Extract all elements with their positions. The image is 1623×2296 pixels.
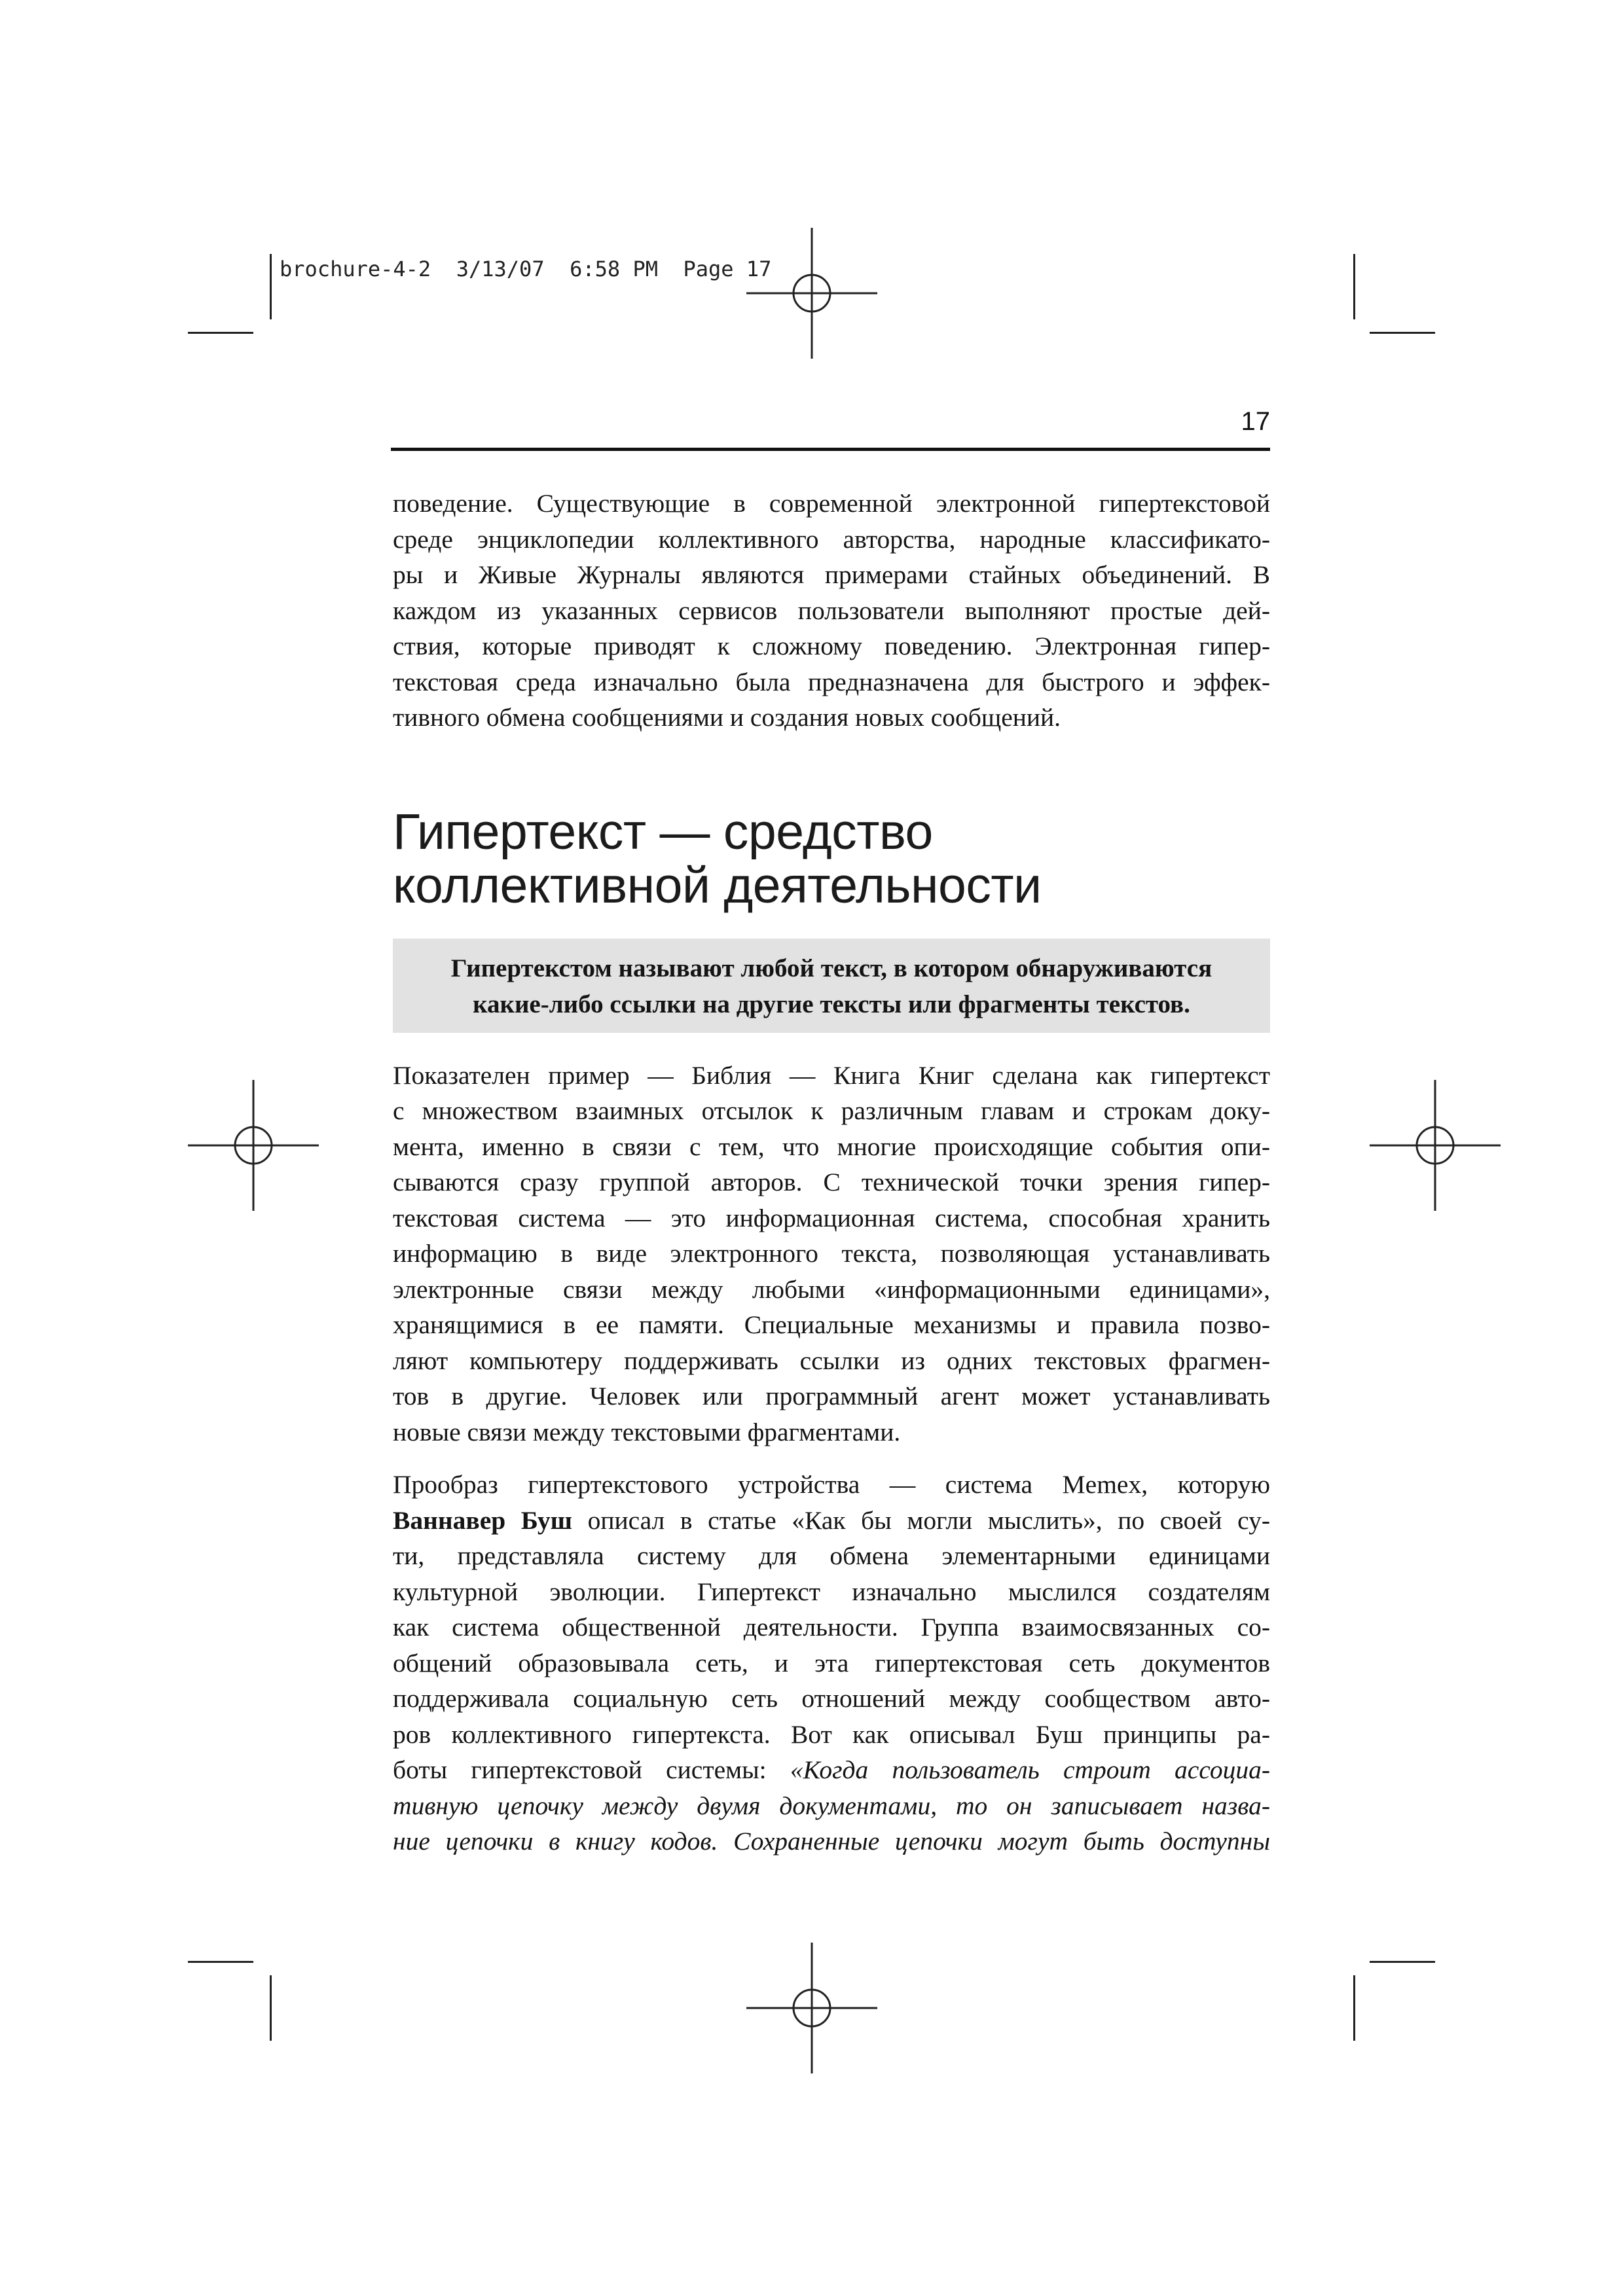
text-line: ров коллективного гипертекста. Вот как описывал Буш принципы ра- — [393, 1719, 1270, 1749]
crop-mark-top-left-vertical — [270, 254, 272, 319]
paragraph-bible-example — [393, 1058, 1270, 1450]
text-line: новые связи между текстовыми фрагментами. — [393, 1417, 901, 1446]
text-line: как система общественной деятельности. Группа взаимосвязанных со- — [393, 1613, 1270, 1641]
page-content — [393, 478, 1270, 1859]
text-line: текстовая система — это информационная система, способная хранить — [393, 1203, 1270, 1232]
callout-line-1: Гипертекстом называют любой текст, в котором обнаруживаются — [450, 954, 1213, 982]
header-rule — [391, 448, 1270, 451]
text-line — [393, 1823, 1270, 1859]
text-line: ти, представляла систему для обмена элементарными единицами — [393, 1541, 1270, 1570]
text-line: текстовая среда изначально была предназначена для быстрого и эффек- — [393, 667, 1270, 696]
text-line: сываются сразу группой авторов. С технической точки зрения гипер- — [393, 1168, 1270, 1196]
text-line: ляют компьютеру поддерживать ссылки из одних текстовых фрагмен- — [393, 1346, 1270, 1375]
crop-mark-top-left-horizontal — [188, 332, 253, 334]
paragraph-memex — [393, 1467, 1270, 1859]
registration-mark-left — [188, 1080, 319, 1211]
text-line: среде энциклопедии коллективного авторства, народные классификато- — [393, 524, 1270, 554]
section-title — [393, 805, 1270, 912]
text-line: ры и Живые Журналы являются примерами стайных объединений. В — [393, 560, 1270, 589]
text-line: культурной эволюции. Гипертекст изначально мыслился создателям — [393, 1577, 1270, 1606]
text-line: мента, именно в связи с тем, что многие происходящие события опи- — [393, 1132, 1270, 1161]
text-line: ствия, которые приводят к сложному поведению. Электронная гипер- — [393, 632, 1270, 660]
text-fragment: боты гипертекстовой системы: — [393, 1755, 790, 1784]
crop-mark-bottom-left-horizontal — [188, 1961, 253, 1963]
crop-mark-bottom-left-vertical — [270, 1975, 272, 2041]
text-line: хранящимися в ее памяти. Специальные механизмы и правила позво- — [393, 1310, 1270, 1339]
quote-fragment: ние цепочки в книгу кодов. Сохраненные цепочки могут быть доступны — [393, 1827, 1270, 1856]
page-number: 17 — [1241, 407, 1270, 436]
crop-mark-top-right-vertical — [1353, 254, 1355, 319]
quote-fragment: тивную цепочку между двумя документами, то он записывает назва- — [393, 1791, 1270, 1820]
text-line: тов в другие. Человек или программный агент может устанавливать — [393, 1382, 1270, 1410]
text-line: тивного обмена сообщениями и создания новых сообщений. — [393, 703, 1061, 732]
definition-callout — [393, 939, 1270, 1033]
text-line: Прообраз гипертекстового устройства — система Memex, которую — [393, 1470, 1270, 1499]
print-slug: brochure-4-2 3/13/07 6:58 PM Page 17 — [280, 257, 772, 281]
text-line: общений образовывала сеть, и эта гипертекстовая сеть документов — [393, 1648, 1270, 1677]
text-line: поведение. Существующие в современной электронной гипертекстовой — [393, 489, 1270, 518]
section-title-line-1: Гипертекст — средство — [393, 803, 933, 860]
registration-mark-top — [746, 228, 877, 359]
text-line: Показателен пример — Библия — Книга Книг сделана как гипертекст — [393, 1060, 1270, 1090]
text-line: поддерживала социальную сеть отношений между сообществом авто- — [393, 1684, 1270, 1713]
registration-mark-bottom — [746, 1943, 877, 2073]
text-fragment: описал в статье «Как бы могли мыслить», по своей су- — [572, 1505, 1270, 1535]
crop-mark-bottom-right-horizontal — [1370, 1961, 1435, 1963]
text-line: информацию в виде электронного текста, позволяющая устанавливать — [393, 1239, 1270, 1268]
crop-mark-top-right-horizontal — [1370, 332, 1435, 334]
text-line — [393, 1752, 1270, 1788]
callout-line-2: какие-либо ссылки на другие тексты или фрагменты текстов. — [473, 990, 1190, 1018]
quote-fragment: «Когда пользователь строит ассоциа- — [790, 1755, 1270, 1784]
text-line — [393, 1788, 1270, 1824]
registration-mark-right — [1370, 1080, 1501, 1211]
text-line: с множеством взаимных отсылок к различным главам и строкам доку- — [393, 1096, 1270, 1125]
section-title-line-2: коллективной деятельности — [393, 857, 1042, 914]
intro-paragraph — [393, 486, 1270, 736]
text-line: каждом из указанных сервисов пользователи выполняют простые дей- — [393, 596, 1270, 625]
text-line: электронные связи между любыми «информационными единицами», — [393, 1274, 1270, 1304]
author-name: Ваннавер Буш — [393, 1505, 573, 1535]
text-line — [393, 1503, 1270, 1539]
crop-mark-bottom-right-vertical — [1353, 1975, 1355, 2041]
